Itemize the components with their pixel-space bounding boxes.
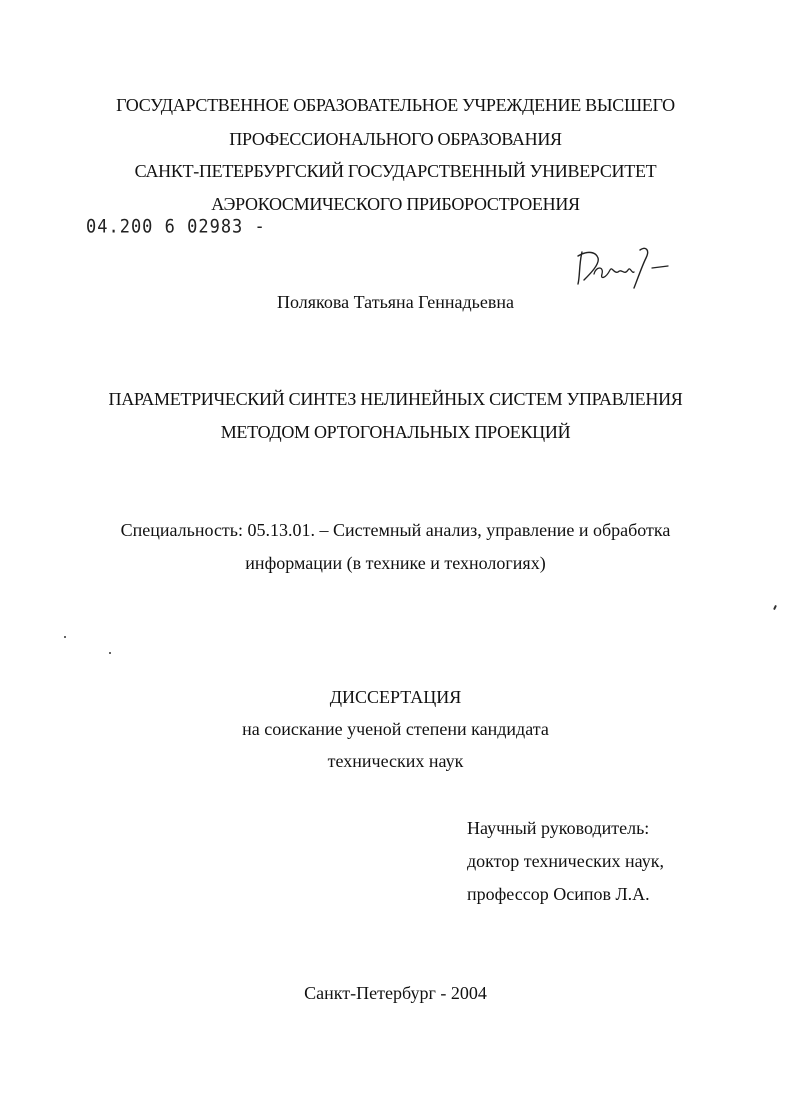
institution-line-1: ГОСУДАРСТВЕННОЕ ОБРАЗОВАТЕЛЬНОЕ УЧРЕЖДЕНИЕ ВЫСШЕГО	[116, 95, 675, 115]
institution-line-3: САНКТ-ПЕТЕРБУРГСКИЙ ГОСУДАРСТВЕННЫЙ УНИВЕРСИТЕТ	[134, 161, 657, 181]
city-year-footer: Санкт-Петербург - 2004	[304, 983, 487, 1003]
scan-speck	[773, 605, 777, 610]
handwritten-signature	[576, 244, 676, 290]
dissertation-field-line: технических наук	[327, 751, 464, 771]
archive-stamp-number: 04.200 6 02983 -	[86, 216, 266, 238]
title-line-1: ПАРАМЕТРИЧЕСКИЙ СИНТЕЗ НЕЛИНЕЙНЫХ СИСТЕМ УПРАВЛЕНИЯ	[108, 389, 683, 409]
institution-line-4: АЭРОКОСМИЧЕСКОГО ПРИБОРОСТРОЕНИЯ	[211, 194, 580, 214]
author-name: Полякова Татьяна Геннадьевна	[277, 292, 514, 312]
institution-line-2: ПРОФЕССИОНАЛЬНОГО ОБРАЗОВАНИЯ	[229, 129, 562, 149]
supervisor-degree: доктор технических наук,	[467, 851, 664, 871]
scan-speck	[64, 636, 66, 638]
specialty-line-2: информации (в технике и технологиях)	[245, 553, 546, 573]
supervisor-label: Научный руководитель:	[467, 818, 650, 838]
dissertation-degree-line: на соискание ученой степени кандидата	[242, 719, 549, 739]
scan-speck	[109, 652, 111, 654]
title-line-2: МЕТОДОМ ОРТОГОНАЛЬНЫХ ПРОЕКЦИЙ	[220, 422, 571, 442]
supervisor-name: профессор Осипов Л.А.	[467, 884, 650, 904]
dissertation-heading: ДИССЕРТАЦИЯ	[329, 687, 462, 707]
specialty-line-1: Специальность: 05.13.01. – Системный анализ, управление и обработка	[120, 520, 671, 540]
